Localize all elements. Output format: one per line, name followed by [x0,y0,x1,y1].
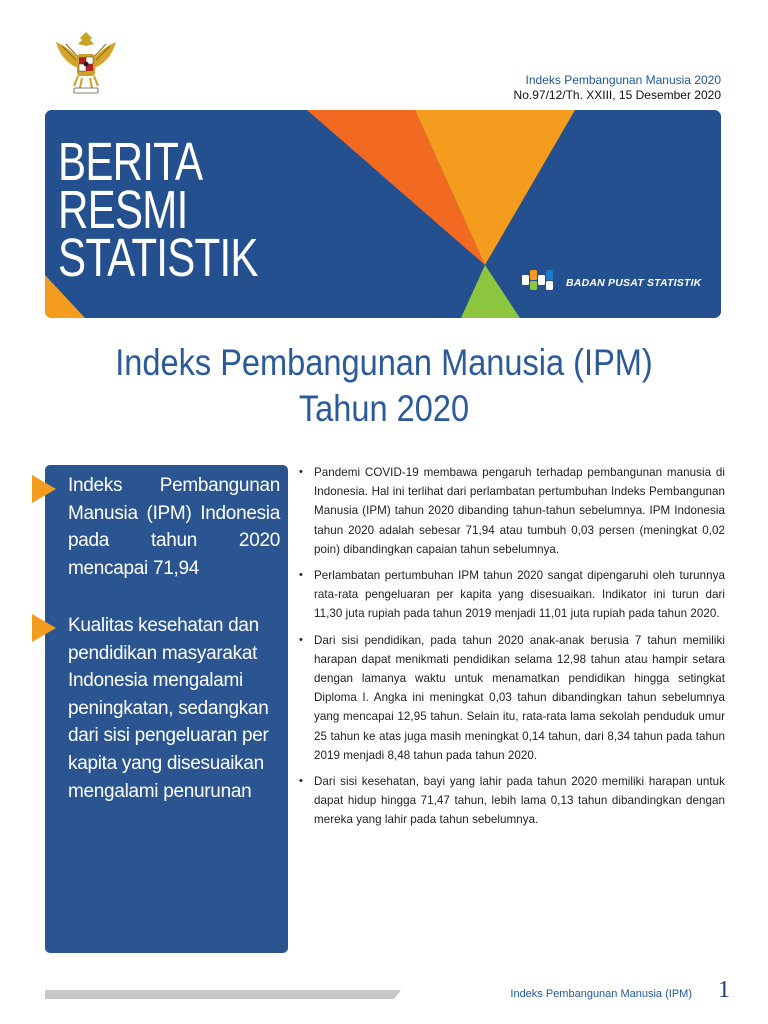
bullet-item [297,463,725,559]
publication-info [514,73,721,103]
triangle-arrow-icon [32,614,56,642]
page-title [0,340,768,432]
bps-logo-icon [520,268,560,297]
garuda-emblem-icon [48,24,124,100]
bullet-item [297,772,725,830]
footer-bar [45,990,401,999]
bullet-icon: • [299,569,303,582]
bullet-text: Pandemi COVID-19 membawa pengaruh terhadap pembangunan manusia di Indonesia. Hal ini terlihat dari perlambatan pertumbuhan Indeks Pembangunan Manusia (IPM) tahun 2020 dibanding tahun-tahun sebelumnya. IPM Indonesia tahun 2020 adalah sebesar 71,94 atau tumbuh 0,03 persen (meningkat 0,02 poin) dibandingkan capaian tahun sebelumnya. [314,466,725,556]
bullet-text: Dari sisi pendidikan, pada tahun 2020 anak-anak berusia 7 tahun memiliki harapan dapat menikmati pendidikan selama 12,98 tahun atau hampir setara dengan lamanya waktu untuk menamatkan pendidikan hingga setingkat Diploma I. Angka ini meningkat 0,03 tahun dibandingkan tahun sebelumnya yang mencapai 12,95 tahun. Selain itu, rata-rata lama sekolah penduduk umur 25 tahun ke atas juga masih meningkat 0,14 tahun, dari 8,34 tahun pada tahun 2019 menjadi 8,48 tahun pada tahun 2020. [314,633,725,762]
banner-title-line: STATISTIK [58,228,258,288]
triangle-arrow-icon [32,475,56,503]
bullet-item [297,566,725,624]
page-number: 1 [718,977,730,1003]
summary-bullets [297,463,725,837]
highlight-item: Indeks Pembangunan Manusia (IPM) Indonesia pada tahun 2020 mencapai 71,94 [68,475,280,579]
bullet-item [297,631,725,765]
page-title-line1: Indeks Pembangunan Manusia (IPM) [115,342,653,383]
bps-brand [520,268,701,297]
bullet-icon: • [299,466,303,478]
banner-title-line: RESMI [58,180,188,240]
footer-title: Indeks Pembangunan Manusia (IPM) [510,988,692,1000]
page-title-line2: Tahun 2020 [298,388,470,429]
banner-title-line: BERITA [58,132,203,192]
bullet-icon: • [299,633,303,646]
publication-title: Indeks Pembangunan Manusia 2020 [525,73,721,87]
banner-title [58,132,258,288]
bps-label: BADAN PUSAT STATISTIK [566,276,702,289]
bullet-text: Dari sisi kesehatan, bayi yang lahir pada tahun 2020 memiliki harapan untuk dapat hidup hingga 71,47 tahun, lebih lama 0,13 tahun dibandingkan dengan mereka yang lahir pada tahun sebelumnya. [314,775,725,827]
publication-number: No.97/12/Th. XXIII, 15 Desember 2020 [513,88,721,102]
bullet-text: Perlambatan pertumbuhan IPM tahun 2020 sangat dipengaruhi oleh turunnya rata-rata pengeluaran per kapita yang disesuaikan. Indikator ini turun dari 11,30 juta rupiah pada tahun 2019 menjadi 11,01 juta rupiah pada tahun 2020. [314,569,725,621]
highlight-item: Kualitas kesehatan dan pendidikan masyarakat Indonesia mengalami peningkatan, sedangkan dari sisi pengeluaran per kapita yang disesuaikan mengalami penurunan [68,615,269,802]
bullet-icon: • [299,775,303,788]
